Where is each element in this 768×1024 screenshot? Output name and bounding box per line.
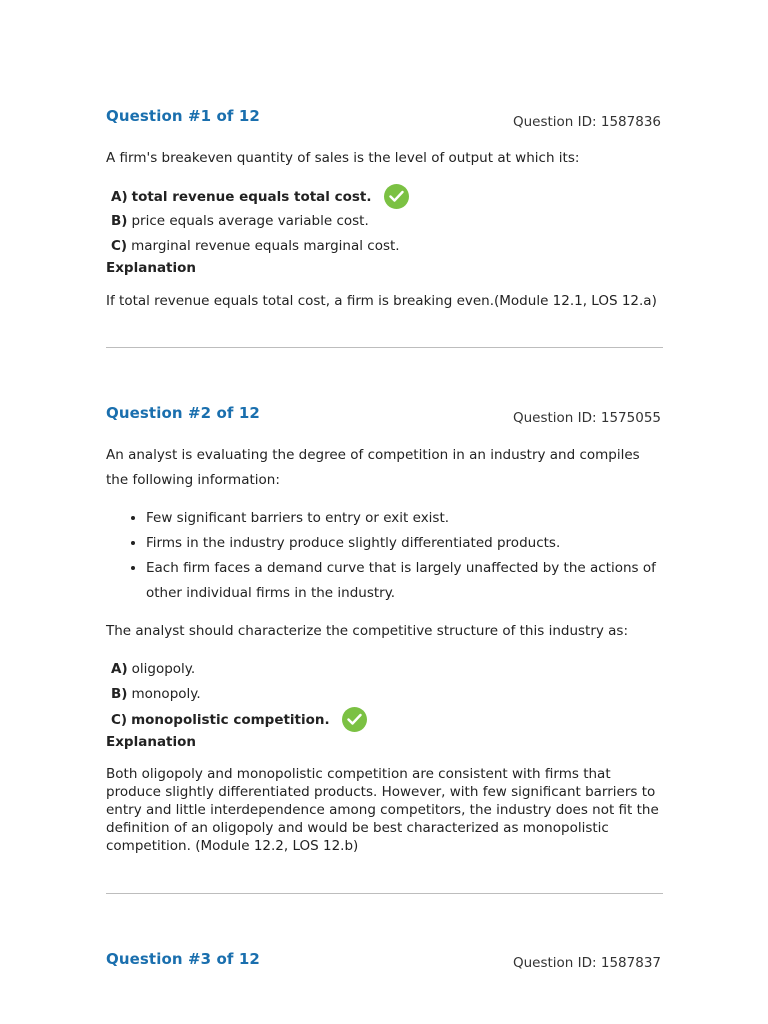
explanation-text: If total revenue equals total cost, a firm is breaking even.(Module 12.1, LOS 12.a) <box>106 293 657 309</box>
divider <box>106 347 663 348</box>
answer-text: monopolistic competition. <box>131 711 330 728</box>
answer-letter: C) <box>111 238 128 254</box>
answer-letter: C) <box>111 711 128 728</box>
check-circle-icon <box>384 184 409 209</box>
info-list <box>106 506 666 606</box>
answer-letter: B) <box>111 686 128 702</box>
answer-letter: A) <box>111 188 128 205</box>
explanation-heading: Explanation <box>106 734 197 750</box>
answer-text: total revenue equals total cost. <box>131 188 372 205</box>
answer-a <box>111 184 409 209</box>
check-circle-icon <box>342 707 367 732</box>
answer-c <box>111 707 367 732</box>
answer-a <box>111 661 195 677</box>
answer-text: monopoly. <box>131 686 201 702</box>
question-id: Question ID: 1575055 <box>512 410 661 426</box>
question-stem: A firm's breakeven quantity of sales is the level of output at which its: <box>106 150 580 166</box>
question-title: Question #3 of 12 <box>106 950 260 968</box>
explanation-text: Both oligopoly and monopolistic competition are consistent with firms that produce slightly differentiated products. However, with few significant barriers to entry and little interdependence among competitors, the industry does not fit the definition of an oligopoly and would be best characterized as monopolistic competition. (Module 12.2, LOS 12.b) <box>106 766 659 854</box>
explanation-heading: Explanation <box>106 260 197 276</box>
answer-b <box>111 213 369 229</box>
answer-c <box>111 238 400 254</box>
list-item: • Each firm faces a demand curve that is largely unaffected by the actions of other individual firms in the industry. <box>146 556 666 606</box>
list-item: • Firms in the industry produce slightly differentiated products. <box>146 531 666 556</box>
answer-b <box>111 686 201 702</box>
question-stem: An analyst is evaluating the degree of competition in an industry and compiles the following information: <box>106 447 640 488</box>
divider <box>106 893 663 894</box>
question-title: Question #2 of 12 <box>106 404 260 422</box>
question-stem-2: The analyst should characterize the competitive structure of this industry as: <box>106 623 629 639</box>
question-title: Question #1 of 12 <box>106 107 260 125</box>
list-item: • Few significant barriers to entry or exit exist. <box>146 506 666 531</box>
answer-text: price equals average variable cost. <box>131 213 369 229</box>
answer-letter: A) <box>111 661 128 677</box>
answer-text: marginal revenue equals marginal cost. <box>131 238 400 254</box>
answer-text: oligopoly. <box>131 661 196 677</box>
question-id: Question ID: 1587836 <box>512 114 661 130</box>
answer-letter: B) <box>111 213 128 229</box>
question-id: Question ID: 1587837 <box>512 955 661 971</box>
